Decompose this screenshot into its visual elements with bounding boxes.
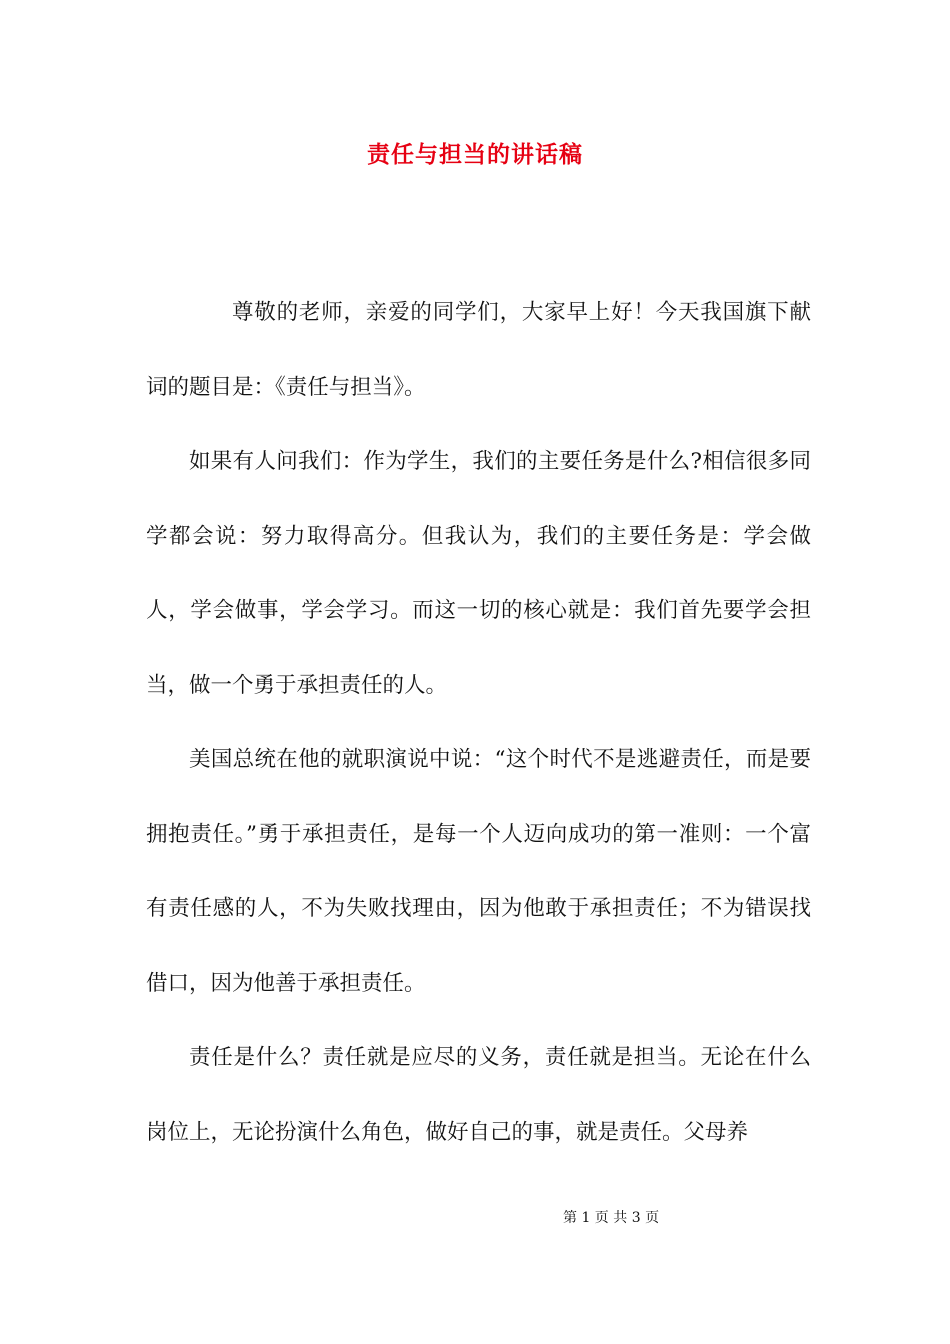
document-body	[146, 276, 811, 1170]
paragraph-what-is-responsibility: 责任是什么？责任就是应尽的义务，责任就是担当。无论在什么岗位上，无论扮演什么角色，做好自己的事，就是责任。父母养	[146, 1045, 811, 1145]
paragraph-main-task: 如果有人问我们：作为学生，我们的主要任务是什么?相信很多同学都会说：努力取得高分。但我认为，我们的主要任务是：学会做人，学会做事，学会学习。而这一切的核心就是：我们首先要学会担当，做一个勇于承担责任的人。	[146, 449, 811, 698]
document-title: 责任与担当的讲话稿	[367, 141, 583, 168]
page-number-footer: 第 1 页 共 3 页	[563, 1210, 660, 1226]
paragraph-president-quote: 美国总统在他的就职演说中说：“这个时代不是逃避责任，而是要拥抱责任。”勇于承担责任，是每一个人迈向成功的第一准则：一个富有责任感的人，不为失败找理由，因为他敢于承担责任；不为错误找借口，因为他善于承担责任。	[146, 747, 811, 996]
paragraph-greeting: 尊敬的老师，亲爱的同学们，大家早上好！今天我国旗下献词的题目是：《责任与担当》。	[146, 300, 811, 400]
